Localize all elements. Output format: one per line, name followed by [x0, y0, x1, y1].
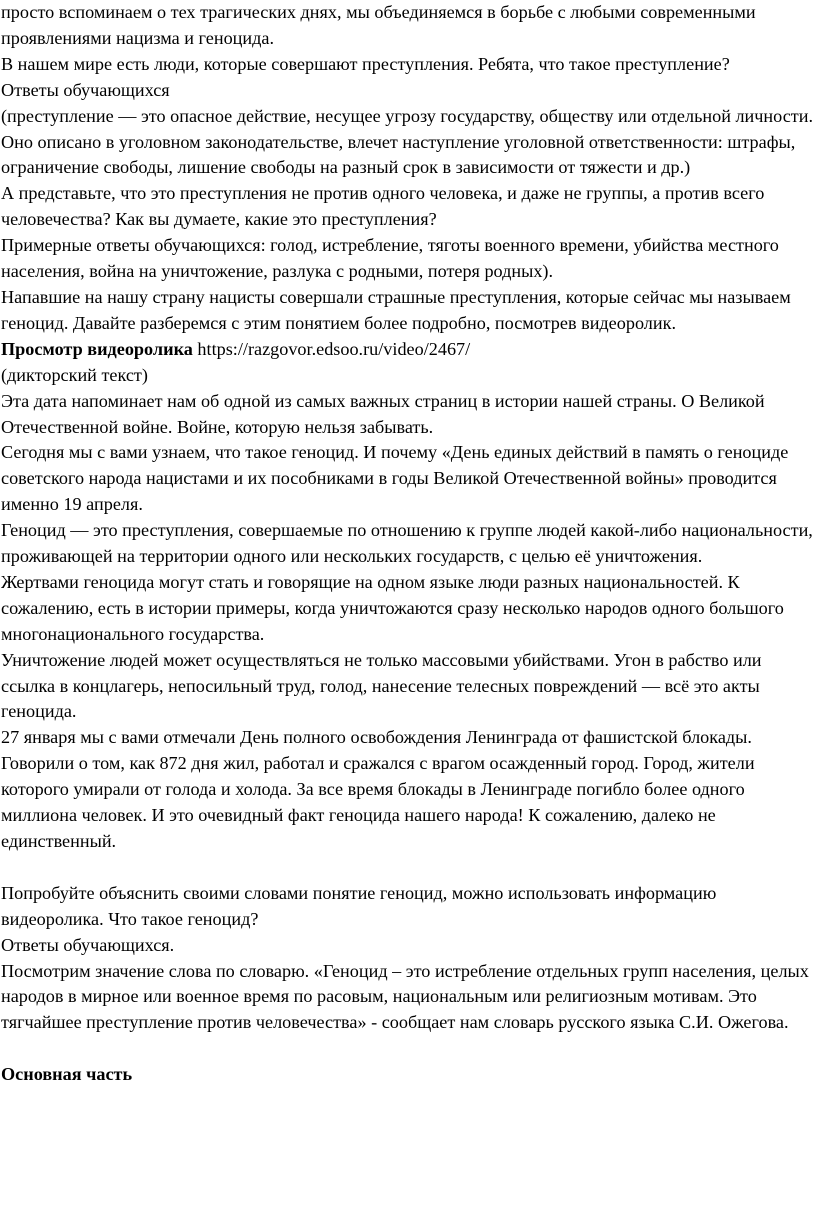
paragraph-today-topic: Сегодня мы с вами узнаем, что такое геноцид. И почему «День единых действий в память о геноциде советского народа нацистами и их пособниками в годы Великой Отечественной войны» проводится именно 19 апреля. — [1, 442, 789, 515]
paragraph-sample-answers: Примерные ответы обучающихся: голод, истребление, тяготы военного времени, убийства местного населения, война на уничтожение, разлука с родными, потеря родных). — [1, 235, 779, 282]
video-heading-label: Просмотр видеоролика — [1, 338, 193, 359]
paragraph-genocide-victims: Жертвами геноцида могут стать и говорящие на одном языке люди разных национальностей. К сожалению, есть в истории примеры, когда уничтожаются сразу несколько народов одного большого многонационального государства. — [1, 571, 784, 644]
paragraph-genocide-definition: Геноцид — это преступления, совершаемые по отношению к группе людей какой-либо национальности, проживающей на территории одного или нескольких государств, с целью её уничтожения. — [1, 520, 813, 567]
paragraph-question-humanity: А представьте, что это преступления не против одного человека, и даже не группы, а против всего человечества? Как вы думаете, какие это преступления? — [1, 183, 765, 230]
paragraph-narrator-note: (дикторский текст) — [1, 364, 148, 385]
blank-line — [1, 1036, 816, 1062]
paragraph-dictionary-definition: Посмотрим значение слова по словарю. «Геноцид – это истребление отдельных групп населения, целых народов в мирное или военное время по расовым, национальным или религиозным мотивам. Это тягчайшее преступление против человечества» - сообщает нам словарь русского языка С.И. Ожегова. — [1, 960, 809, 1033]
paragraph-explain-task: Попробуйте объяснить своими словами понятие геноцид, можно использовать информацию видеоролика. Что такое геноцид? — [1, 882, 717, 929]
paragraph-nazi-crimes: Напавшие на нашу страну нацисты совершали страшные преступления, которые сейчас мы называем геноцид. Давайте разберемся с этим понятием более подробно, посмотрев видеоролик. — [1, 286, 791, 333]
paragraph-video-heading — [1, 337, 816, 363]
paragraph-intro: просто вспоминаем о тех трагических днях, мы объединяемся в борьбе с любыми современными проявлениями нацизма и геноцида. — [1, 2, 756, 48]
paragraph-leningrad-blockade: 27 января мы с вами отмечали День полного освобождения Ленинграда от фашистской блокады. Говорили о том, как 872 дня жил, работал и сражался с врагом осажденный город. Город, жители которого умирали от голода и холода. За все время блокады в Ленинграде погибло более одного миллиона человек. И это очевидный факт геноцида нашего народа! К сожалению, далеко не единственный. — [1, 727, 755, 851]
paragraph-genocide-acts: Уничтожение людей может осуществляться не только массовыми убийствами. Угон в рабство или ссылка в концлагерь, непосильный труд, голод, нанесение телесных повреждений — всё это акты геноцида. — [1, 649, 762, 722]
paragraph-crime-definition: (преступление — это опасное действие, несущее угрозу государству, обществу или отдельной личности. Оно описано в уголовном законодательстве, влечет наступление уголовной ответственности: штрафы, ограничение свободы, лишение свободы на разный срок в зависимости от тяжести и др.) — [1, 105, 814, 178]
video-link[interactable]: https://razgovor.edsoo.ru/video/2467/ — [197, 338, 471, 359]
paragraph-question-crime: В нашем мире есть люди, которые совершают преступления. Ребята, что такое преступление? — [1, 53, 730, 74]
paragraph-date-reminder: Эта дата напоминает нам об одной из самых важных страниц в истории нашей страны. О Великой Отечественной войне. Войне, которую нельзя забывать. — [1, 390, 765, 437]
paragraph-student-answers-label: Ответы обучающихся — [1, 79, 170, 100]
section-heading-main-part: Основная часть — [1, 1064, 133, 1085]
blank-line — [1, 855, 816, 881]
paragraph-student-answers-label-2: Ответы обучающихся. — [1, 934, 175, 955]
